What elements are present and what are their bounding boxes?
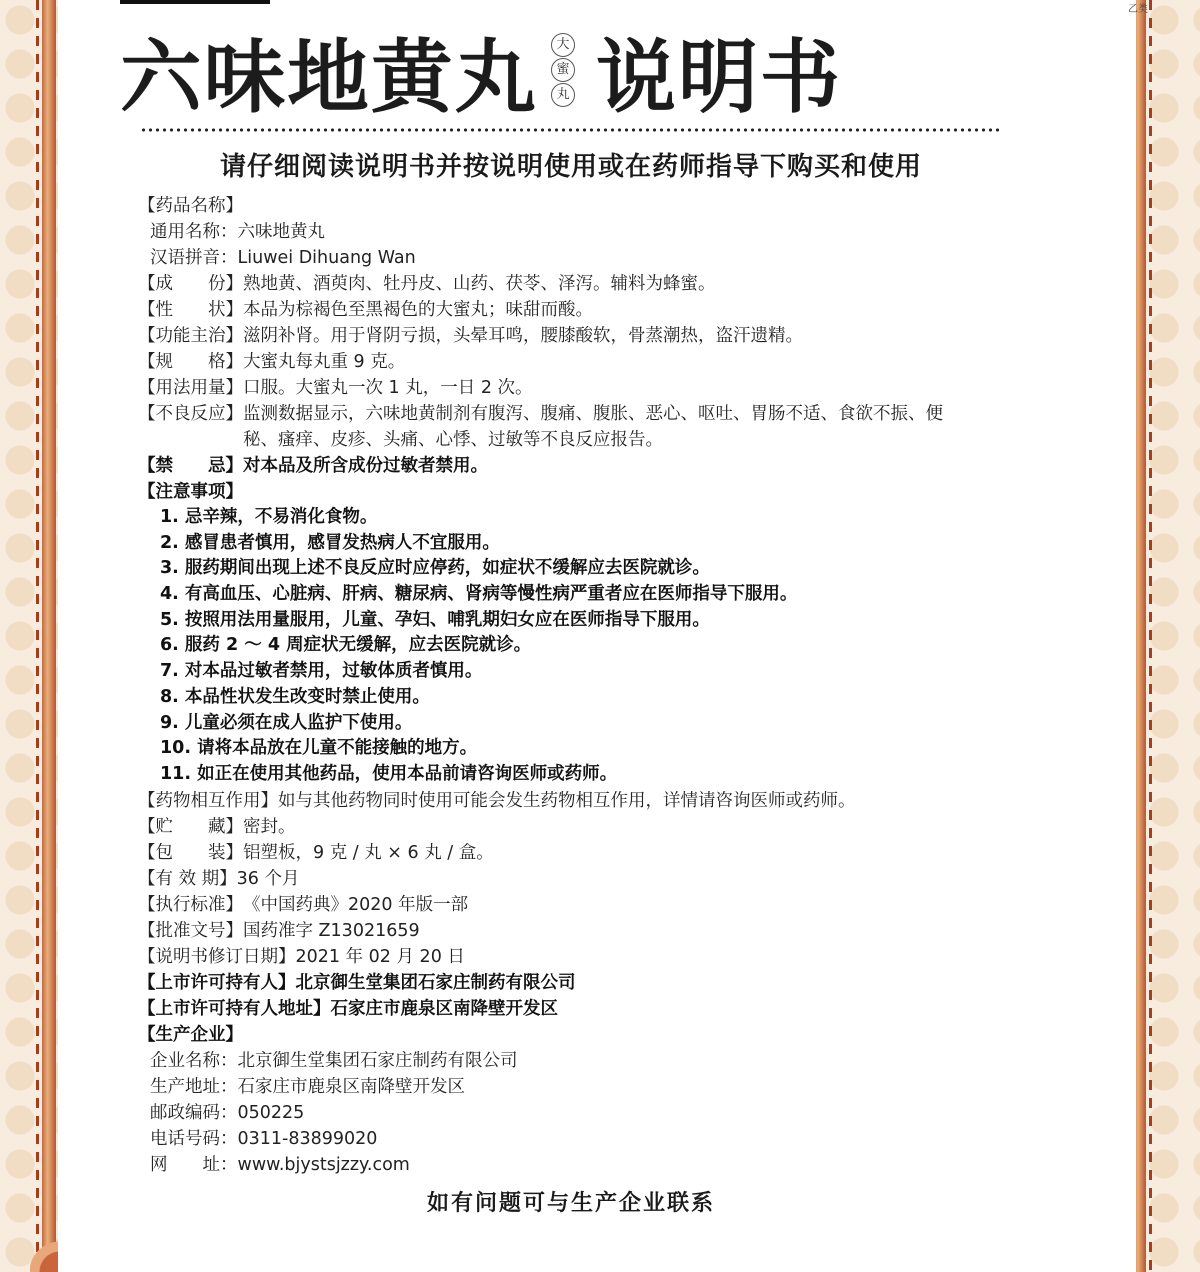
list-item: 3. 服药期间出现上述不良反应时应停药，如症状不缓解应去医院就诊。 [160, 558, 710, 579]
list-item: 7. 对本品过敏者禁用，过敏体质者慎用。 [160, 661, 483, 682]
reading-warning: 请仔细阅读说明书并按说明使用或在药师指导下购买和使用 [219, 151, 922, 181]
production-address-value: 石家庄市鹿泉区南降壁开发区 [237, 1076, 465, 1097]
list-item: 5. 按照用法用量服用，儿童、孕妇、哺乳期妇女应在医师指导下服用。 [160, 609, 710, 630]
production-address-label: 生产地址： [150, 1076, 238, 1097]
usage-label: 【用法用量】 [138, 378, 243, 398]
list-item: 10. 请将本品放在儿童不能接触的地方。 [160, 738, 478, 759]
validity-label: 【有 效 期】 [138, 868, 237, 889]
company-label: 企业名称： [150, 1050, 238, 1071]
specification-label: 【规 格】 [138, 352, 243, 372]
list-item: 6. 服药 2 ～ 4 周症状无缓解，应去医院就诊。 [160, 635, 532, 656]
appearance-row [138, 297, 1018, 323]
leaflet-body [138, 193, 1018, 1178]
generic-name-row [138, 219, 1018, 245]
validity-value: 36 个月 [236, 868, 300, 889]
list-item: 11. 如正在使用其他药品，使用本品前请咨询医师或药师。 [160, 763, 618, 784]
list-item: 8. 本品性状发生改变时禁止使用。 [160, 686, 430, 707]
seal-char: 丸 [551, 83, 575, 107]
section-heading-drug-name: 【药品名称】 [138, 196, 243, 216]
interaction-label: 【药物相互作用】 [138, 790, 278, 811]
contraindications-row [138, 453, 1018, 479]
package-row [138, 840, 1018, 866]
appearance-label: 【性 状】 [138, 300, 243, 320]
usage-value: 口服。大蜜丸一次 1 丸，一日 2 次。 [243, 378, 533, 398]
indication-label: 【功能主治】 [138, 326, 243, 346]
dosage-form-seal [542, 26, 584, 114]
interaction-row [138, 788, 1018, 814]
revision-date-label: 【说明书修订日期】 [138, 946, 296, 967]
revision-date-value: 2021 年 02 月 20 日 [295, 946, 465, 967]
generic-name-value: 六味地黄丸 [237, 222, 325, 242]
otc-category-mark: 乙类 [1128, 4, 1148, 15]
production-address-row [138, 1074, 1018, 1100]
product-name-title: 六味地黄丸 [120, 29, 539, 124]
dotted-divider [140, 128, 1002, 132]
list-item: 2. 感冒患者慎用，感冒发热病人不宜服用。 [160, 532, 500, 553]
website-label: 网 址： [150, 1154, 238, 1175]
package-label: 【包 装】 [138, 842, 243, 863]
list-item: 4. 有高血压、心脏病、肝病、糖尿病、肾病等慢性病严重者应在医师指导下服用。 [160, 584, 798, 605]
approval-value: 国药准字 Z13021659 [243, 920, 420, 941]
storage-row [138, 814, 1018, 840]
top-left-black-tag [120, 0, 270, 4]
left-decorative-border [42, 0, 56, 1272]
ingredients-label: 【成 份】 [138, 274, 243, 294]
contact-note: 如有问题可与生产企业联系 [426, 1190, 715, 1215]
leaflet-title-suffix: 说明书 [596, 29, 842, 124]
adverse-reactions-row [138, 401, 1018, 453]
license-holder-address-row [138, 996, 1018, 1022]
company-row [138, 1048, 1018, 1074]
company-value: 北京御生堂集团石家庄制药有限公司 [237, 1050, 518, 1071]
section-heading-precautions: 【注意事项】 [138, 482, 243, 502]
postcode-label: 邮政编码： [150, 1102, 238, 1123]
list-item: 1. 忌辛辣，不易消化食物。 [160, 507, 378, 527]
precautions-list [138, 505, 1018, 788]
license-holder-row [138, 970, 1018, 996]
phone-value: 0311-83899020 [237, 1128, 378, 1149]
phone-label: 电话号码： [150, 1128, 238, 1149]
generic-name-label: 通用名称： [150, 222, 238, 242]
ingredients-row [138, 271, 1018, 297]
ingredients-value: 熟地黄、酒萸肉、牡丹皮、山药、茯苓、泽泻。辅料为蜂蜜。 [243, 274, 716, 294]
pinyin-label: 汉语拼音： [150, 248, 238, 268]
validity-row [138, 866, 1018, 892]
adverse-reactions-value: 监测数据显示，六味地黄制剂有腹泻、腹痛、腹胀、恶心、呕吐、胃肠不适、食欲不振、便秘、瘙痒、皮疹、头痛、心悸、过敏等不良反应报告。 [243, 404, 943, 450]
interaction-value: 如与其他药物同时使用可能会发生药物相互作用，详情请咨询医师或药师。 [278, 790, 856, 811]
revision-date-row [138, 944, 1018, 970]
storage-value: 密封。 [243, 816, 296, 837]
seal-char: 大 [551, 33, 575, 57]
standard-row [138, 892, 1018, 918]
package-value: 铝塑板，9 克 / 丸 × 6 丸 / 盒。 [243, 842, 494, 863]
section-heading-manufacturer: 【生产企业】 [138, 1024, 243, 1045]
list-item: 9. 儿童必须在成人监护下使用。 [160, 712, 413, 733]
seal-char: 蜜 [551, 58, 575, 82]
page-title [120, 22, 1000, 124]
indication-row [138, 323, 1018, 349]
approval-label: 【批准文号】 [138, 920, 243, 941]
postcode-value: 050225 [237, 1102, 305, 1123]
website-row [138, 1152, 1018, 1178]
pinyin-row [138, 245, 1018, 271]
phone-row [138, 1126, 1018, 1152]
indication-value: 滋阴补肾。用于肾阴亏损，头晕耳鸣，腰膝酸软，骨蒸潮热，盗汗遗精。 [243, 326, 803, 346]
approval-row [138, 918, 1018, 944]
pinyin-value: Liuwei Dihuang Wan [237, 248, 416, 268]
standard-label: 【执行标准】 [138, 894, 243, 915]
license-holder-address-label: 【上市许可持有人地址】 [138, 998, 331, 1019]
appearance-value: 本品为棕褐色至黑褐色的大蜜丸；味甜而酸。 [243, 300, 593, 320]
contraindications-label: 【禁 忌】 [138, 456, 243, 476]
license-holder-label: 【上市许可持有人】 [138, 972, 296, 993]
website-value: www.bjystsjzzy.com [237, 1154, 410, 1175]
license-holder-value: 北京御生堂集团石家庄制药有限公司 [295, 972, 576, 993]
storage-label: 【贮 藏】 [138, 816, 243, 837]
contraindications-value: 对本品及所含成份过敏者禁用。 [243, 456, 488, 476]
license-holder-address-value: 石家庄市鹿泉区南降壁开发区 [330, 998, 558, 1019]
postcode-row [138, 1100, 1018, 1126]
specification-row [138, 349, 1018, 375]
usage-row [138, 375, 1018, 401]
specification-value: 大蜜丸每丸重 9 克。 [243, 352, 406, 372]
standard-value: 《中国药典》2020 年版一部 [243, 894, 469, 915]
adverse-reactions-label: 【不良反应】 [138, 404, 243, 424]
